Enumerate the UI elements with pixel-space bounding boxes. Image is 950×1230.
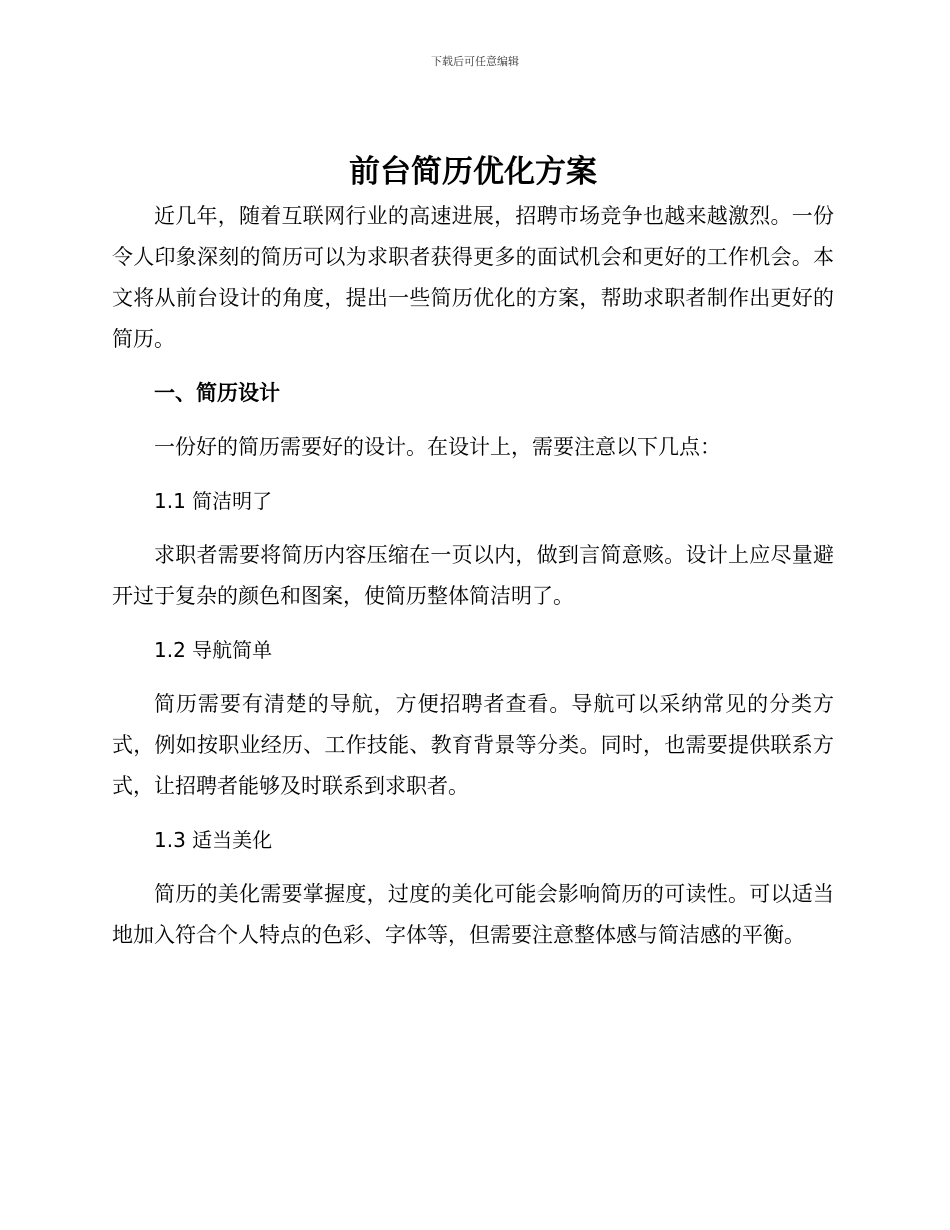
spacer xyxy=(112,468,834,481)
intro-paragraph: 近几年，随着互联网行业的高速进展，招聘市场竞争也越来越激烈。一份令人印象深刻的简历可以为求职者获得更多的面试机会和更好的工作机会。本文将从前台设计的角度，提出一些简历优化的方案，帮助求职者制作出更好的简历。 xyxy=(112,204,834,351)
spacer xyxy=(112,414,834,427)
header-note: 下载后可任意编辑 xyxy=(431,55,519,68)
spacer xyxy=(112,861,834,874)
spacer xyxy=(112,522,834,535)
subsection-heading: 1.2 导航简单 xyxy=(154,638,273,662)
spacer xyxy=(112,807,834,820)
document-body xyxy=(112,148,834,956)
subsection-paragraph: 求职者需要将简历内容压缩在一页以内，做到言简意赅。设计上应尽量避开过于复杂的颜色和图案，使简历整体简洁明了。 xyxy=(112,543,834,608)
spacer xyxy=(112,671,834,684)
spacer xyxy=(112,360,834,373)
section-heading: 一、简历设计 xyxy=(154,381,280,405)
section-lead: 一份好的简历需要好的设计。在设计上，需要注意以下几点： xyxy=(154,435,721,459)
subsection-heading: 1.3 适当美化 xyxy=(154,828,273,852)
subsection-paragraph: 简历的美化需要掌握度，过度的美化可能会影响简历的可读性。可以适当地加入符合个人特点的色彩、字体等，但需要注意整体感与简洁感的平衡。 xyxy=(112,882,834,947)
spacer xyxy=(112,617,834,630)
subsection-paragraph: 简历需要有清楚的导航，方便招聘者查看。导航可以采纳常见的分类方式，例如按职业经历、工作技能、教育背景等分类。同时，也需要提供联系方式，让招聘者能够及时联系到求职者。 xyxy=(112,692,834,798)
document-title: 前台简历优化方案 xyxy=(349,154,597,190)
subsection-heading: 1.1 简洁明了 xyxy=(154,489,273,513)
